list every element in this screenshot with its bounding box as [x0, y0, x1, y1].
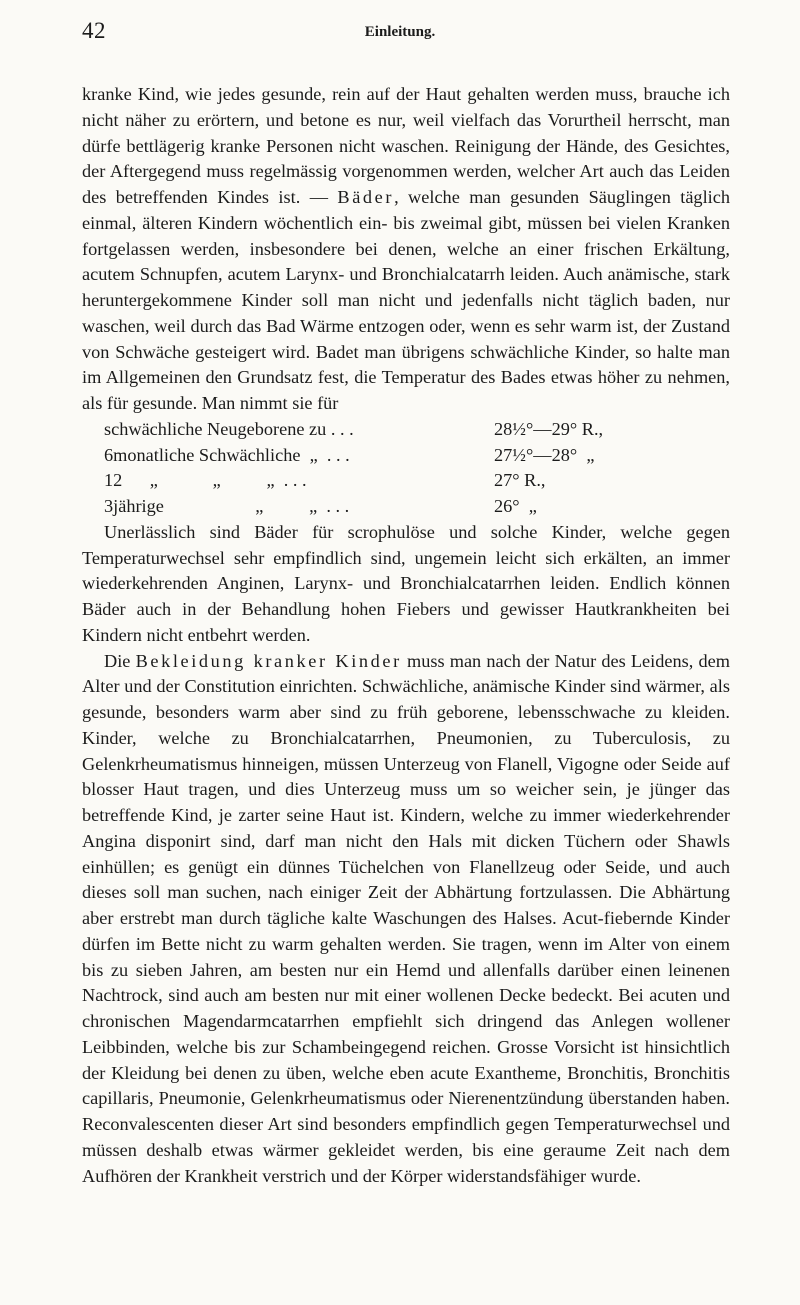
body-text	[82, 82, 730, 1189]
paragraph-clothing-text: muss man nach der Natur des Leidens, dem Alter und der Constitution einrichten. Schwächliche, anämische Kinder sind wärmer, als gesunde, besonders warm aber sind zu früh geborene, lebensschwache zu kleiden. Kinder, welche zu Bronchialcatarrhen, Pneumonien, zu Tuberculosis, zu Gelenkrheumatismus hinneigen, müssen Unterzeug von Flanell, Vigogne oder Seide auf blosser Haut tragen, und dies Unterzeug muss um so weicher sein, je jünger das betreffende Kind, je zarter seine Haut ist. Kindern, welche zu immer wiederkehrender Angina disponirt sind, darf man nicht den Hals mit dicken Tüchern oder Shawls einhüllen; es genügt ein dünnes Tüchelchen von Flanellzeug oder Seide, und auch dieses soll man suchen, nach einiger Zeit der Abhärtung fortzulassen. Die Abhärtung aber erstrebt man durch tägliche kalte Waschungen des Halses. Acut-fiebernde Kinder dürfen im Bette nicht zu warm gehalten werden. Sie tragen, wenn im Alter von einem bis zu sieben Jahren, am besten nur ein Hemd und allenfalls darüber einen leinenen Nachtrock, sind auch am besten nur mit einer wollenen Decke bedeckt. Bei acuten und chronischen Magendarmcatarrhen empfiehlt sich dringend das Anlegen wollener Leibbinden, welche bis zur Schambeingegend reichen. Grosse Vorsicht ist hinsichtlich der Kleidung bei denen zu üben, welche eben acute Exantheme, Bronchitis, Bronchitis capillaris, Pneumonie, Gelenkrheumatismus oder Nierenentzündung überstanden haben. Reconvalescenten dieser Art sind besonders empfindlich gegen Temperaturwechsel und müssen deshalb etwas wärmer gekleidet werden, bis eine geraume Zeit nach dem Aufhören der Krankheit verstrich und der Körper widerstandsfähiger wurde.	[82, 650, 730, 1186]
page-header	[82, 18, 718, 50]
table-row-label: 3jährige „ „ . . .	[104, 496, 350, 516]
paragraph-bathing-continued: , welche man gesunden Säuglingen täglich einmal, älteren Kindern wöchentlich ein- bis zweimal gibt, müssen bei vielen Kranken fortgelassen werden, insbesondere bei denen, welche an einer frischen Erkältung, acutem Schnupfen, acutem Larynx- und Bronchialcatarrh leiden. Auch anämische, stark heruntergekommene Kinder soll man nicht und jedenfalls nicht täglich baden, nur waschen, weil durch das Bad Wärme entzogen oder, wenn es sehr warm ist, der Zustand von Schwäche gesteigert wird. Badet man übrigens schwächliche Kinder, so halte man im Allgemeinen den Grundsatz fest, die Temperatur des Bades etwas höher zu nehmen, als für gesunde. Man nimmt sie für	[82, 187, 730, 413]
emphasis-bekleidung: Bekleidung kranker Kinder	[135, 650, 402, 671]
table-row-value: 28½°—29° R.,	[494, 418, 604, 439]
running-title: Einleitung.	[364, 24, 436, 40]
page-number: 42	[82, 18, 106, 43]
table-row	[104, 468, 603, 494]
paragraph-clothing	[82, 649, 730, 1190]
bath-temperature-table	[104, 417, 603, 520]
paragraph-bathing-text: kranke Kind, wie jedes gesunde, rein auf der Haut gehalten werden muss, brauche ich nicht näher zu erörtern, und betone es nur, weil vielfach das Vorurtheil herrscht, man dürfe bettlägerig kranke Personen nicht waschen. Reinigung der Hände, des Gesichtes, der Aftergegend muss regelmässig vorgenommen werden, welcher Art auch das Leiden des betreffenden Kindes ist. —	[82, 84, 730, 207]
table-row	[104, 417, 603, 443]
table-row-label: 6monatliche Schwächliche „ . . .	[104, 444, 350, 465]
table-row-value: 27½°—28° „	[494, 444, 595, 465]
table-row	[104, 443, 603, 469]
table-row-label: schwächliche Neugeborene zu . . .	[104, 418, 354, 439]
table-row	[104, 494, 603, 520]
table-row-value: 27° R.,	[494, 470, 546, 491]
paragraph-bathing	[82, 82, 730, 417]
paragraph-bath-indications: Unerlässlich sind Bäder für scrophulöse und solche Kinder, welche gegen Temperaturwechsel sehr empfindlich sind, ungemein leicht sich erkälten, an immer wiederkehrenden Anginen, Larynx- und Bronchialcatarrhen leiden. Endlich können Bäder auch in der Behandlung hohen Fiebers und gewisser Hautkrankheiten bei Kindern nicht entbehrt werden.	[82, 521, 730, 645]
paragraph-clothing-lead: Die	[104, 650, 131, 671]
emphasis-baeder: Bäder	[337, 187, 395, 207]
table-row-label: 12 „ „ „ . . .	[104, 470, 307, 491]
table-row-value: 26° „	[494, 496, 537, 516]
